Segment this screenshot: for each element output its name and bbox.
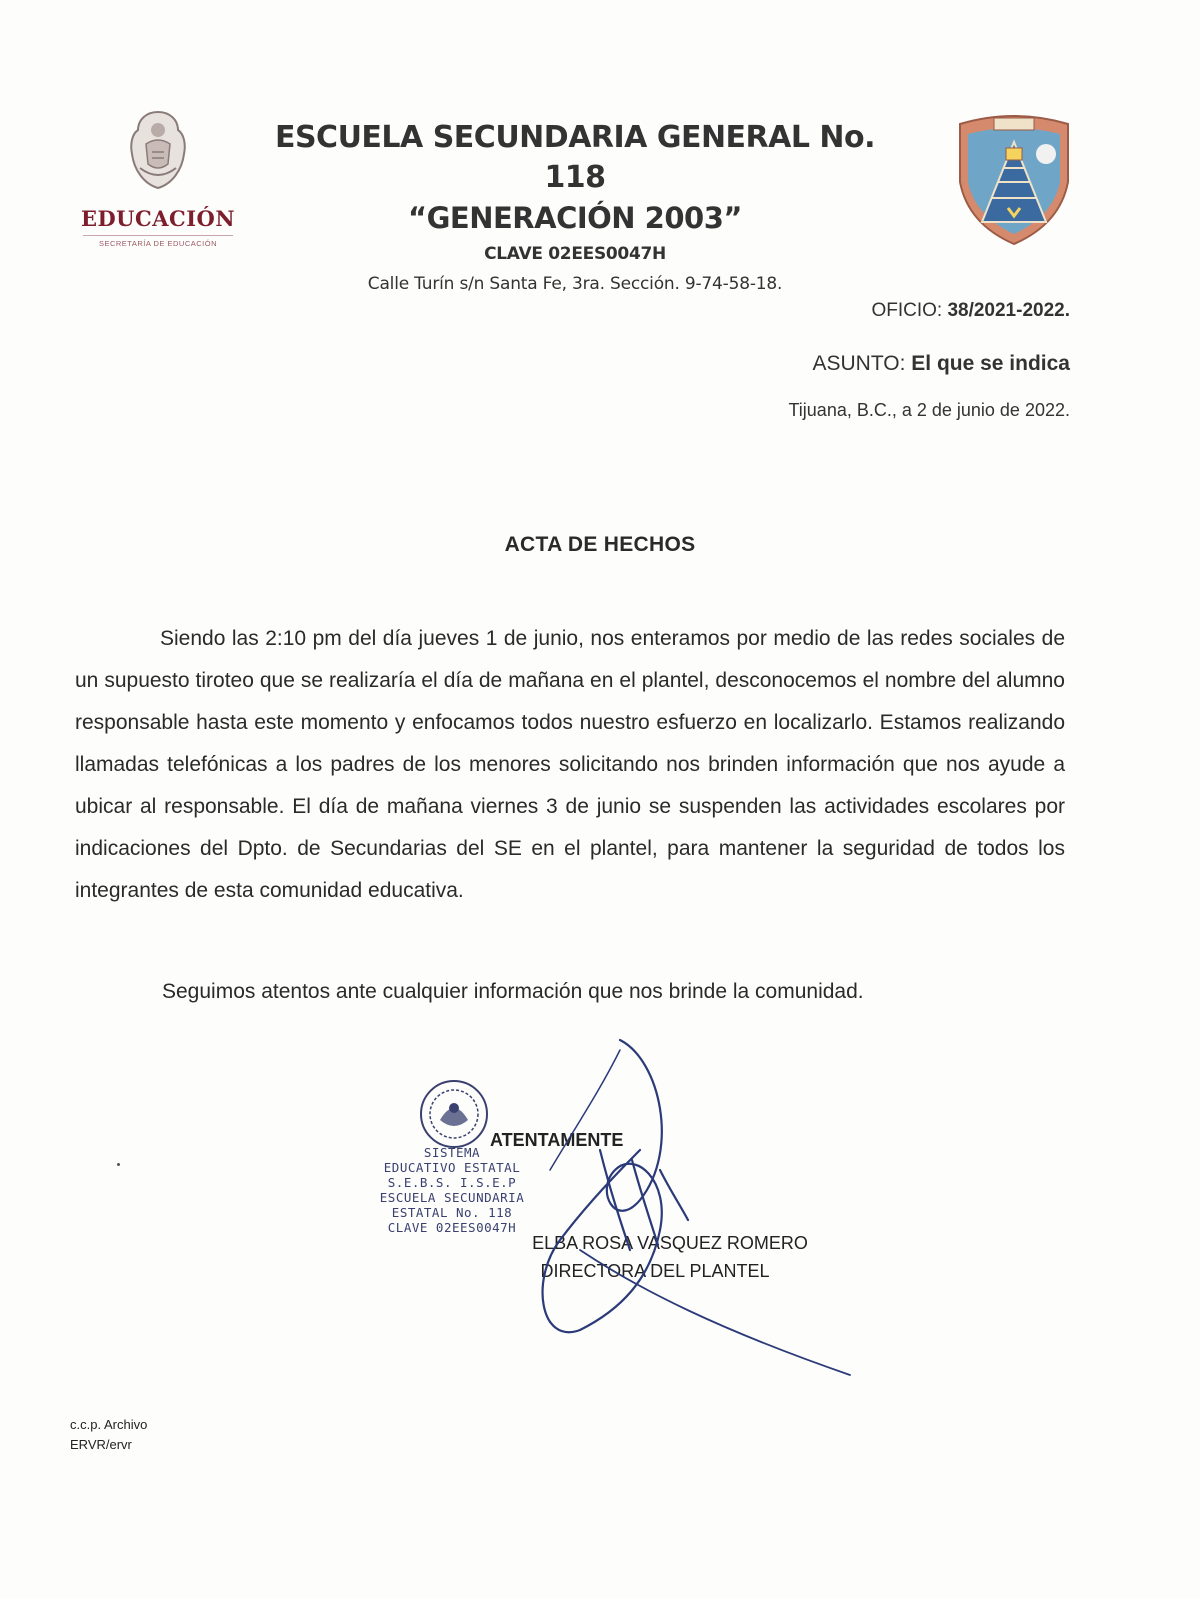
education-logo-subtitle: SECRETARÍA DE EDUCACIÓN [83, 235, 233, 248]
school-clave: CLAVE 02EES0047H [484, 244, 666, 264]
place-date: Tijuana, B.C., a 2 de junio de 2022. [788, 400, 1070, 420]
school-address: Calle Turín s/n Santa Fe, 3ra. Sección. 9-74-58-18. [367, 274, 783, 294]
closing-paragraph: Seguimos atentos ante cualquier información que nos brinde la comunidad. [162, 980, 864, 1003]
stamp-line: ESCUELA SECUNDARIA [379, 1190, 525, 1205]
oficio-label: OFICIO: [871, 300, 948, 321]
oficio-line [871, 300, 1070, 322]
signer-role: DIRECTORA DEL PLANTEL [540, 1261, 770, 1281]
asunto-line [812, 352, 1070, 376]
asunto-label: ASUNTO: [812, 352, 912, 375]
document-title: ACTA DE HECHOS [504, 533, 696, 556]
stray-mark [117, 1163, 120, 1166]
stamp-line: CLAVE 02EES0047H [387, 1220, 517, 1235]
education-logo [78, 108, 238, 268]
eagle-seal-icon [126, 108, 190, 192]
oficio-number: 38/2021-2022. [947, 300, 1070, 321]
school-shield-icon [950, 112, 1078, 247]
asunto-value: El que se indica [911, 352, 1070, 375]
stamp-line: ESTATAL No. 118 [391, 1205, 513, 1220]
education-logo-word: EDUCACIÓN [80, 206, 236, 231]
official-stamp-emblem-icon [418, 1078, 490, 1150]
stamp-line: S.E.B.S. I.S.E.P [387, 1175, 517, 1190]
stamp-line: EDUCATIVO ESTATAL [383, 1160, 521, 1175]
footer-ccp: c.c.p. Archivo [70, 1417, 148, 1432]
school-generation: “GENERACIÓN 2003” [408, 201, 742, 235]
footer-copies [70, 1415, 147, 1455]
school-name: ESCUELA SECUNDARIA GENERAL No. 118 [274, 120, 876, 195]
body-paragraph: Siendo las 2:10 pm del día jueves 1 de junio, nos enteramos por medio de las redes sociales de un supuesto tiroteo que se realizaría el día de mañana en el plantel, desconocemos el nombre del alumno responsable hasta este momento y enfocamos todos nuestro esfuerzo en localizarlo. Estamos realizando llamadas telefónicas a los padres de los menores solicitando nos brinden información que nos ayude a ubicar al responsable. El día de mañana viernes 3 de junio se suspenden las actividades escolares por indicaciones del Dpto. de Secundarias del SE en el plantel, para mantener la seguridad de todos los integrantes de esta comunidad educativa. [75, 627, 1065, 902]
atentamente-label: ATENTAMENTE [490, 1130, 624, 1150]
signer-name: ELBA ROSA VASQUEZ ROMERO [532, 1233, 808, 1253]
school-header [250, 118, 900, 294]
stamp-line: SISTEMA [423, 1145, 481, 1160]
footer-initials: ERVR/ervr [70, 1437, 132, 1452]
handwritten-signature-icon [520, 1030, 860, 1380]
